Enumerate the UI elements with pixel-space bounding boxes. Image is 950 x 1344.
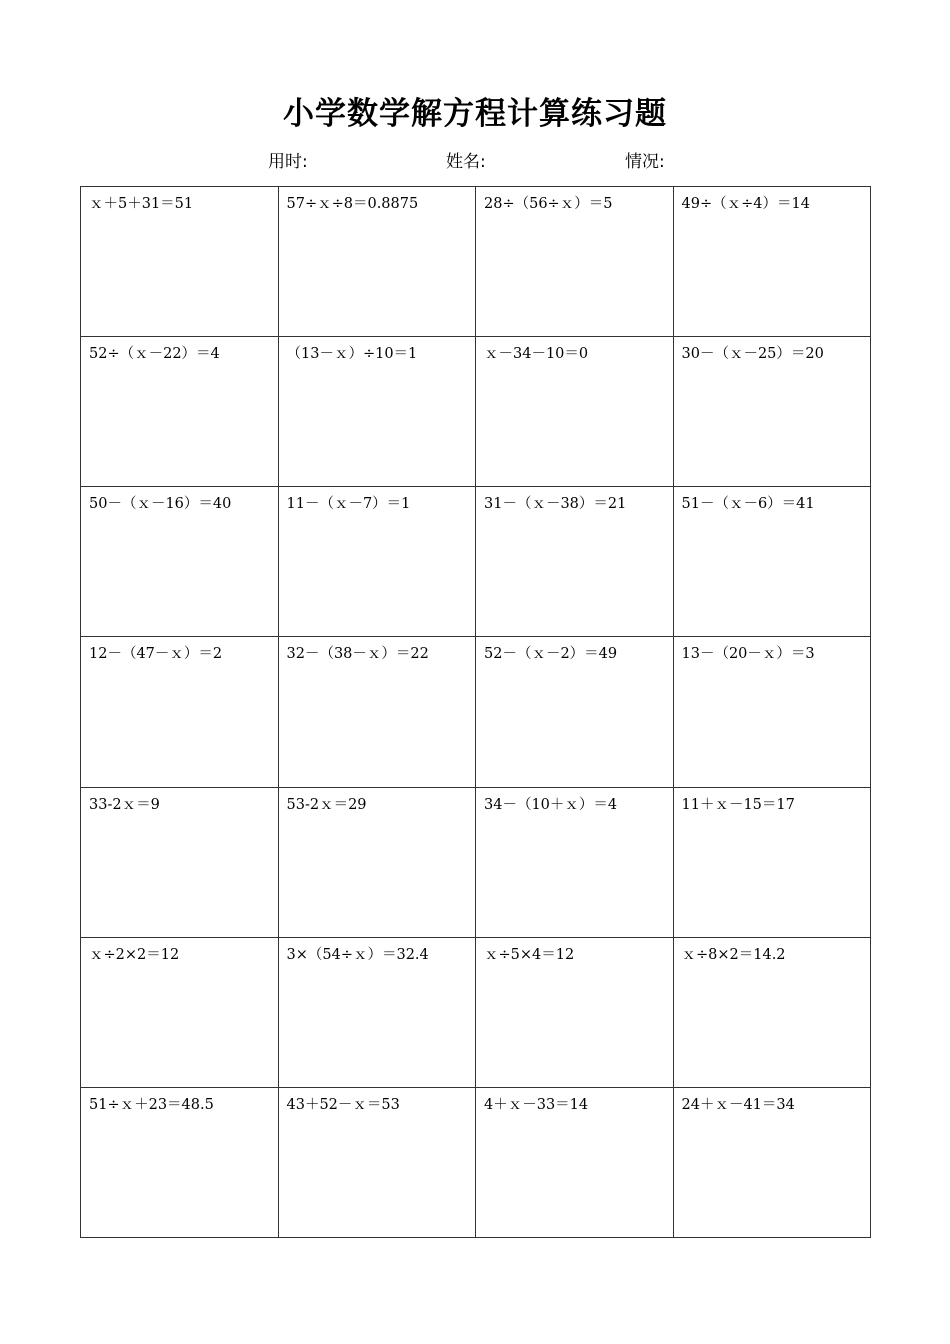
equation-text: 51÷ｘ＋23＝48.5 — [89, 1096, 214, 1113]
equation-text: 28÷（56÷ｘ）＝5 — [484, 196, 613, 212]
problem-cell[interactable] — [279, 938, 477, 1088]
problem-cell[interactable] — [279, 788, 477, 938]
equation-text: ｘ÷5×4＝12 — [484, 946, 575, 963]
equation-text: 13－（20－ｘ）＝3 — [681, 646, 815, 663]
problem-cell[interactable] — [674, 487, 872, 637]
equation-text: 11＋ｘ－15＝17 — [681, 796, 795, 813]
problem-cell[interactable] — [81, 187, 279, 337]
status-label: 情况: — [625, 152, 665, 172]
problem-cell[interactable] — [674, 1088, 872, 1238]
problem-cell[interactable] — [279, 337, 477, 487]
equation-text: 31－（ｘ－38）＝21 — [484, 496, 627, 513]
name-label: 姓名: — [446, 152, 486, 172]
problem-cell[interactable] — [476, 938, 674, 1088]
problem-cell[interactable] — [476, 1088, 674, 1238]
equation-text: 4＋ｘ－33＝14 — [484, 1096, 589, 1113]
problem-cell[interactable] — [674, 187, 872, 337]
equation-text: 52÷（ｘ－22）＝4 — [89, 346, 220, 363]
equation-text: 24＋ｘ－41＝34 — [681, 1096, 795, 1113]
problem-cell[interactable] — [81, 337, 279, 487]
equation-text: ｘ＋5＋31＝51 — [89, 196, 194, 212]
equation-text: 3×（54÷ｘ）＝32.4 — [286, 946, 429, 963]
problem-cell[interactable] — [476, 337, 674, 487]
problem-cell[interactable] — [279, 637, 477, 787]
page-title: 小学数学解方程计算练习题 — [283, 96, 667, 132]
equation-text: 33-2ｘ＝9 — [89, 796, 160, 813]
problem-cell[interactable] — [674, 788, 872, 938]
problem-grid — [80, 186, 871, 1238]
equation-text: 34－（10＋ｘ）＝4 — [484, 796, 618, 813]
equation-text: ｘ÷2×2＝12 — [89, 946, 180, 963]
equation-text: ｘ－34－10＝0 — [484, 346, 589, 363]
problem-cell[interactable] — [674, 637, 872, 787]
equation-text: ｘ÷8×2＝14.2 — [681, 946, 786, 963]
problem-cell[interactable] — [81, 1088, 279, 1238]
equation-text: 57÷ｘ÷8＝0.8875 — [286, 196, 419, 212]
equation-text: 49÷（ｘ÷4）＝14 — [681, 196, 810, 212]
problem-cell[interactable] — [674, 938, 872, 1088]
problem-cell[interactable] — [476, 788, 674, 938]
problem-cell[interactable] — [476, 637, 674, 787]
problem-cell[interactable] — [81, 788, 279, 938]
time-label: 用时: — [268, 152, 308, 172]
equation-text: 12－（47－ｘ）＝2 — [89, 646, 223, 663]
problem-cell[interactable] — [279, 187, 477, 337]
equation-text: 52－（ｘ－2）＝49 — [484, 646, 618, 663]
problem-cell[interactable] — [674, 337, 872, 487]
problem-cell[interactable] — [81, 637, 279, 787]
equation-text: 11－（ｘ－7）＝1 — [286, 496, 411, 513]
equation-text: 30－（ｘ－25）＝20 — [681, 346, 824, 363]
equation-text: 53-2ｘ＝29 — [286, 796, 367, 813]
problem-cell[interactable] — [476, 487, 674, 637]
problem-cell[interactable] — [81, 938, 279, 1088]
problem-cell[interactable] — [279, 1088, 477, 1238]
problem-cell[interactable] — [476, 187, 674, 337]
equation-text: 43＋52－ｘ＝53 — [286, 1096, 400, 1113]
equation-text: 32－（38－ｘ）＝22 — [286, 646, 429, 663]
equation-text: 51－（ｘ－6）＝41 — [681, 496, 815, 513]
problem-cell[interactable] — [279, 487, 477, 637]
equation-text: （13－ｘ）÷10＝1 — [286, 346, 418, 363]
problem-cell[interactable] — [81, 487, 279, 637]
equation-text: 50－（ｘ－16）＝40 — [89, 496, 232, 513]
